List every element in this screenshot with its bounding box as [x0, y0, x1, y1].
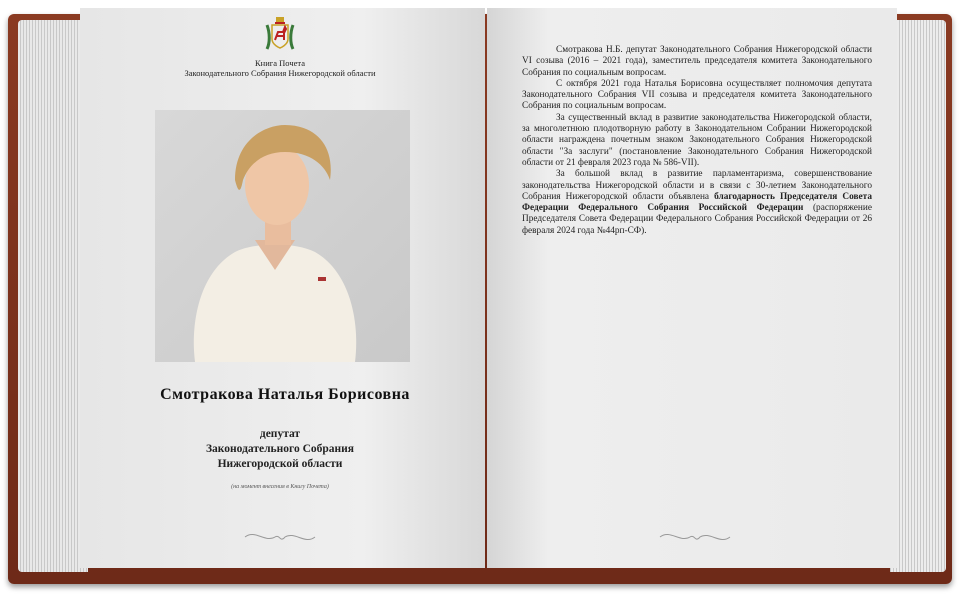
portrait-photo — [155, 110, 410, 362]
role-line: Законодательного Собрания — [205, 443, 354, 455]
bio-paragraph: Смотракова Н.Б. депутат Законодательного Собрания Нижегородской области VI созыва (2016 – 2021 года), заместитель председателя комитета Законодательного Собрания по социальным вопросам. — [522, 45, 872, 78]
bio-award: благодарность Председателя Совета Федерации Федерального Собрания Российской Федерации — [522, 191, 872, 214]
person-name: Смотракова Наталья Борисовна — [160, 386, 410, 403]
bio-paragraph: С октября 2021 года Наталья Борисовна осуществляет полномочия депутата Законодательного Собрания VII созыва и председателя комитета Законодательного Собрания по социальным вопросам. — [522, 78, 872, 112]
bio-text: (распоряжение Председателя Совета Федерации Федерального Собрания Российской Федерации от 26 февраля 2024 года №44рп-СФ). — [522, 203, 872, 236]
biography — [522, 45, 872, 237]
person-role — [150, 427, 410, 472]
role-line: депутат — [259, 428, 301, 440]
ornament-icon — [240, 530, 320, 544]
role-line: Нижегородской области — [217, 458, 343, 470]
bio-paragraph — [522, 169, 872, 237]
coat-of-arms-icon — [262, 16, 298, 52]
book-subtitle: Законодательного Собрания Нижегородской области — [184, 68, 376, 78]
footnote: (на момент внесения в Книгу Почета) — [231, 484, 329, 490]
bio-text: За большой вклад в развитие парламентаризма, совершенствование законодательства Нижегородской области и в связи с 30-летием Законодательного Собрания Нижегородской области объявлена — [522, 169, 872, 202]
page-edges-left — [18, 20, 88, 572]
book-title: Книга Почета — [255, 58, 305, 68]
bio-paragraph: За существенный вклад в развитие законодательства Нижегородской области, за многолетнюю плодотворную работу в Законодательном Собрании Нижегородской области награждена почетным знаком Законодательного Собрания Нижегородской области "За заслуги" (постановление Законодательного Собрания Нижегородской области от 21 февраля 2023 года № 586-VII). — [522, 112, 872, 168]
ornament-icon — [655, 530, 735, 544]
page-edges-right — [890, 20, 946, 572]
